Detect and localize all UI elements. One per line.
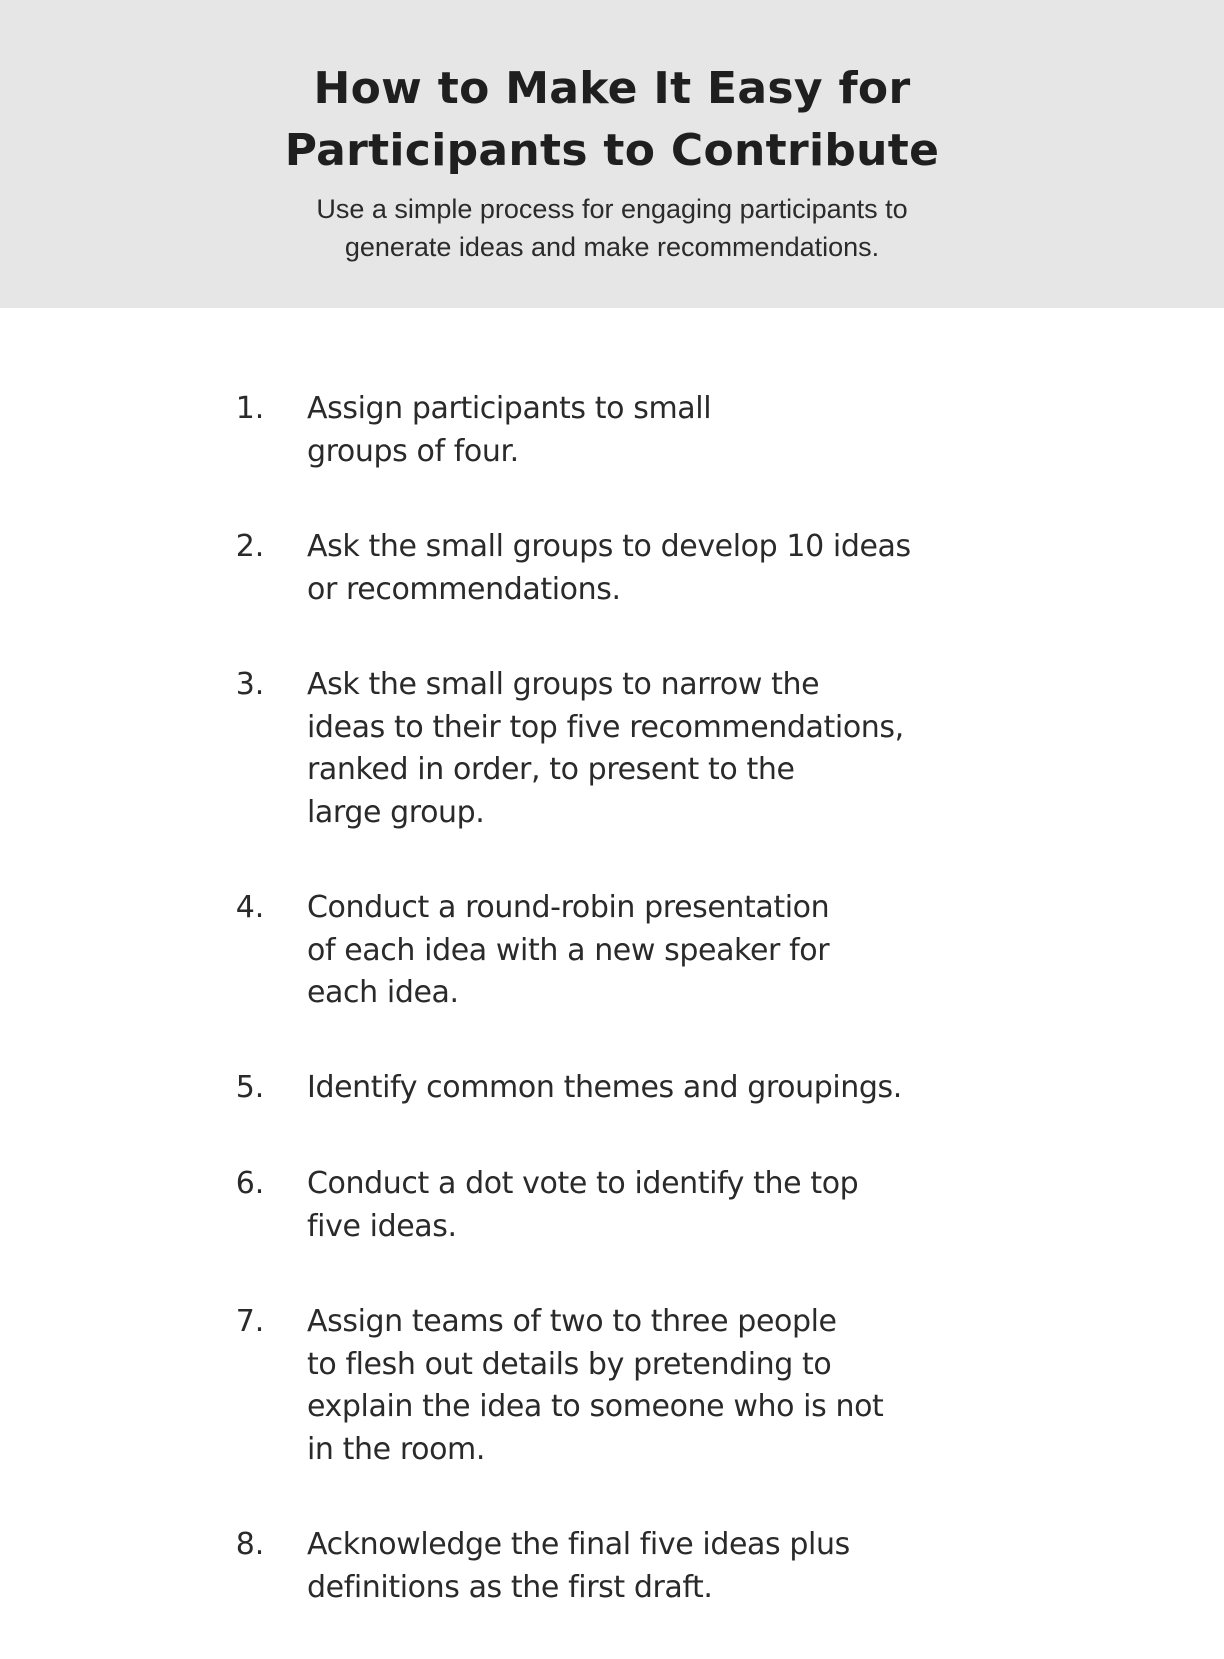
step-text xyxy=(307,887,1007,1015)
step-text xyxy=(307,526,1007,611)
step-text-line: ideas to their top five recommendations, xyxy=(307,709,904,745)
step-text xyxy=(307,664,1007,834)
step-text-line: large group. xyxy=(307,794,485,830)
step-text-line: Conduct a round-robin presentation xyxy=(307,890,830,925)
step-number: 3. xyxy=(235,667,265,702)
step-text-line: ranked in order, to present to the xyxy=(307,752,795,787)
step-text-line: Conduct a dot vote to identify the top xyxy=(307,1166,859,1201)
step-text-line: Assign teams of two to three people xyxy=(307,1304,837,1339)
page-title-line: How to Make It Easy for xyxy=(313,63,911,114)
step-text-line: each idea. xyxy=(307,975,459,1010)
step-text xyxy=(307,1067,1007,1110)
step-number: 1. xyxy=(235,391,265,426)
step-text-line: groups of four. xyxy=(307,433,519,469)
step-number: 5. xyxy=(235,1070,265,1105)
step-text-line: explain the idea to someone who is not xyxy=(307,1389,884,1424)
step-text xyxy=(307,1301,1007,1471)
step-number: 8. xyxy=(235,1527,265,1562)
step-text-line: in the room. xyxy=(307,1431,485,1467)
page-subtitle-line: generate ideas and make recommendations. xyxy=(344,232,880,262)
step-number: 6. xyxy=(235,1166,265,1201)
step-text-line: five ideas. xyxy=(307,1208,457,1244)
step-text xyxy=(307,388,1007,473)
step-text-line: definitions as the first draft. xyxy=(307,1569,713,1605)
step-text xyxy=(307,1524,1007,1609)
step-text-line: Assign participants to small xyxy=(307,391,712,426)
step-text-line: Identify common themes and groupings. xyxy=(307,1070,902,1105)
step-text-line: Ask the small groups to narrow the xyxy=(307,667,820,702)
step-text-line: Ask the small groups to develop 10 ideas xyxy=(307,529,911,564)
step-text-line: to flesh out details by pretending to xyxy=(307,1346,832,1382)
step-number: 2. xyxy=(235,529,265,564)
step-number: 4. xyxy=(235,890,265,925)
step-text-line: of each idea with a new speaker for xyxy=(307,932,830,968)
step-text-line: Acknowledge the final five ideas plus xyxy=(307,1527,850,1562)
step-text-line: or recommendations. xyxy=(307,571,621,607)
page-title-line: Participants to Contribute xyxy=(284,125,940,176)
page-subtitle-line: Use a simple process for engaging participants to xyxy=(316,194,908,224)
step-text xyxy=(307,1163,1007,1248)
step-number: 7. xyxy=(235,1304,265,1339)
